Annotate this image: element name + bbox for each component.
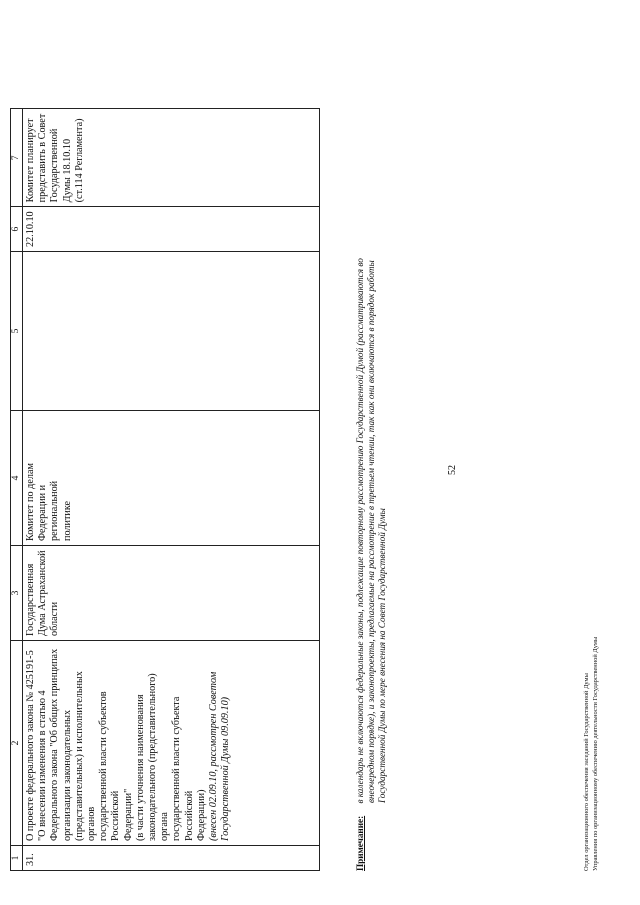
bill-note-line: (внесен 02.09.10, рассмотрен Советом xyxy=(208,671,220,841)
column-number: 1 xyxy=(11,846,23,871)
table-row xyxy=(23,109,320,871)
committee-cell xyxy=(23,411,320,546)
plan-line: Думы 18.10.10 xyxy=(61,138,73,203)
bill-title-line: Федерального закона "Об общих принципах xyxy=(49,648,61,841)
footnote-line: в календарь не включаются федеральные законы, подлежащие повторному рассмотрению Государственной Думой (рассматриваются во xyxy=(355,258,365,804)
column-number: 2 xyxy=(11,641,23,846)
plan-line: (ст.114 Регламента) xyxy=(73,118,85,203)
initiator-line: Дума Астраханской xyxy=(37,550,49,636)
column-number: 7 xyxy=(11,109,23,207)
bill-title-line: "О внесении изменения в статью 4 xyxy=(37,690,49,841)
column-number: 6 xyxy=(11,207,23,252)
bill-title-line: государственной власти субъекта Российской xyxy=(171,696,195,841)
initiator-line: Государственная xyxy=(25,563,36,636)
row-number: 31. xyxy=(25,853,36,866)
column-number: 3 xyxy=(11,546,23,641)
footnote xyxy=(355,71,388,871)
plan-line: Комитет планирует xyxy=(25,118,36,203)
row-number-cell xyxy=(23,846,320,871)
committee-line: региональной xyxy=(49,480,61,541)
initiator-cell xyxy=(23,546,320,641)
page-number: 52 xyxy=(447,465,458,475)
bill-note-line: Государственной Думы 09.09.10) xyxy=(220,696,232,841)
committee-line: Федерации и xyxy=(37,484,49,541)
column-number-row xyxy=(11,109,23,871)
bill-title-line: Федерации) xyxy=(195,789,207,841)
committee-line: политике xyxy=(61,500,73,541)
bill-title-cell xyxy=(23,641,320,846)
plan-line: представить в Совет xyxy=(37,113,49,203)
footer-line: Отдел организационного обеспечения заседаний Государственной Думы xyxy=(583,673,590,871)
footer xyxy=(582,637,600,871)
footer-line: Управления по организационному обеспечению деятельности Государственной Думы xyxy=(592,636,599,871)
bill-title-line: Федерации" xyxy=(122,788,134,841)
footnote-line: Государственной Думы по мере внесения на Совет Государственной Думы xyxy=(377,508,387,803)
committee-line: Комитет по делам xyxy=(25,463,36,541)
date-value: 22.10.10 xyxy=(25,211,36,247)
date-cell xyxy=(23,207,320,252)
bill-title-line: (представительных) и исполнительных органов xyxy=(73,671,98,841)
bill-title-line: организации законодательных xyxy=(61,709,73,841)
plan-line: Государственной xyxy=(49,128,61,203)
column-number: 4 xyxy=(11,411,23,546)
bill-title-line: государственной власти субъектов Российской xyxy=(98,691,122,841)
footnote-label: Примечание: xyxy=(355,815,365,871)
bill-title-line: О проекте федерального закона № 425191-5 xyxy=(25,650,36,841)
empty-cell xyxy=(23,252,320,411)
footnote-line: внеочередном порядке), и законопроекты, предлагаемые на рассмотрение в третьем чтении, так как они включаются в порядок работы xyxy=(366,260,376,803)
initiator-line: области xyxy=(49,601,61,636)
calendar-table xyxy=(10,108,320,871)
column-number: 5 xyxy=(11,252,23,411)
bill-title-line: законодательного (представительного) органа xyxy=(147,673,171,841)
plan-cell xyxy=(23,109,320,207)
bill-title-line: (в части уточнения наименования xyxy=(134,694,146,841)
